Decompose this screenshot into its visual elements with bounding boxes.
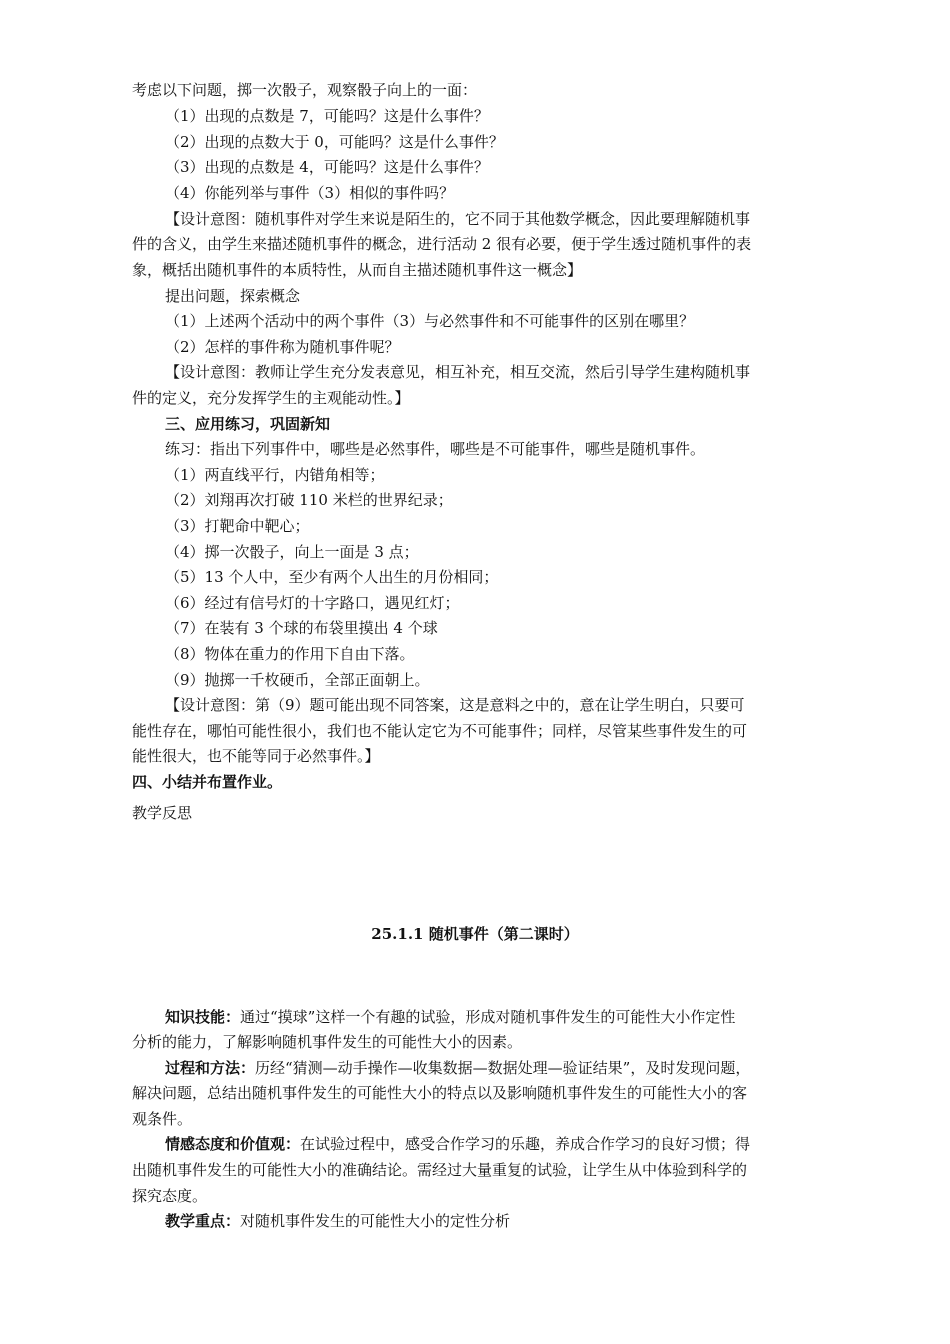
goal-knowledge-label: 知识技能： — [165, 1008, 241, 1026]
exercise-item-3: （3）打靶命中靶心； — [165, 517, 310, 535]
exercise-item-8: （8）物体在重力的作用下自由下落。 — [165, 645, 415, 663]
exercise-item-7: （7）在装有 3 个球的布袋里摸出 4 个球 — [165, 619, 438, 637]
exercise-item-9: （9）抛掷一千枚硬币，全部正面朝上。 — [165, 671, 430, 689]
explore-heading: 提出问题，探索概念 — [165, 287, 301, 305]
question-b-1: （1）上述两个活动中的两个事件（3）与必然事件和不可能事件的区别在哪里？ — [165, 312, 695, 330]
goal-emotion-line-3: 探究态度。 — [132, 1187, 208, 1205]
goal-knowledge-line-1 — [165, 1007, 735, 1027]
teaching-focus-line — [165, 1211, 510, 1231]
design-intent-2-line-1: 【设计意图：教师让学生充分发表意见，相互补充，相互交流，然后引导学生建构随机事 — [165, 363, 751, 381]
goal-process-line-3: 观条件。 — [132, 1110, 193, 1128]
goal-emotion-line-2: 出随机事件发生的可能性大小的准确结论。需经过大量重复的试验，让学生从中体验到科学的 — [132, 1161, 748, 1179]
goal-process-label: 过程和方法： — [165, 1059, 256, 1077]
design-intent-2-line-2: 件的定义，充分发挥学生的主观能动性。】 — [132, 389, 410, 407]
reflection-heading: 教学反思 — [132, 804, 193, 822]
design-intent-3-line-2: 能性存在，哪怕可能性很小，我们也不能认定它为不可能事件；同样，尽管某些事件发生的可 — [132, 722, 748, 740]
goal-process-line-2: 解决问题，总结出随机事件发生的可能性大小的特点以及影响随机事件发生的可能性大小的客 — [132, 1084, 748, 1102]
question-a-1: （1）出现的点数是 7，可能吗？这是什么事件？ — [165, 107, 489, 125]
goal-emotion-label: 情感态度和价值观： — [165, 1135, 301, 1153]
goal-process-text: 历经“猜测—动手操作—收集数据—数据处理—验证结果”，及时发现问题， — [255, 1059, 751, 1077]
question-a-2: （2）出现的点数大于 0，可能吗？这是什么事件？ — [165, 133, 504, 151]
goal-emotion-line-1 — [165, 1134, 750, 1154]
section-4-heading: 四、小结并布置作业。 — [132, 773, 283, 791]
exercise-item-4: （4）掷一次骰子，向上一面是 3 点； — [165, 543, 419, 561]
teaching-focus-label: 教学重点： — [165, 1212, 241, 1230]
goal-emotion-text: 在试验过程中，感受合作学习的乐趣，养成合作学习的良好习惯；得 — [300, 1135, 751, 1153]
exercise-item-6: （6）经过有信号灯的十字路口，遇见红灯； — [165, 594, 460, 612]
exercise-intro: 练习：指出下列事件中，哪些是必然事件，哪些是不可能事件，哪些是随机事件。 — [165, 440, 706, 458]
design-intent-1-line-2: 件的含义，由学生来描述随机事件的概念，进行活动 2 很有必要，便于学生透过随机事件的表 — [132, 235, 752, 253]
question-a-4: （4）你能列举与事件（3）相似的事件吗？ — [165, 184, 455, 202]
teaching-focus-text: 对随机事件发生的可能性大小的定性分析 — [240, 1212, 511, 1230]
design-intent-3-line-3: 能性很大，也不能等同于必然事件。】 — [132, 747, 380, 765]
goal-knowledge-text: 通过“摸球”这样一个有趣的试验，形成对随机事件发生的可能性大小作定性 — [240, 1008, 736, 1026]
intro-line: 考虑以下问题，掷一次骰子，观察骰子向上的一面： — [132, 81, 478, 99]
design-intent-1-line-3: 象，概括出随机事件的本质特性，从而自主描述随机事件这一概念】 — [132, 261, 583, 279]
goal-knowledge-line-2: 分析的能力，了解影响随机事件发生的可能性大小的因素。 — [132, 1033, 523, 1051]
exercise-item-2: （2）刘翔再次打破 110 米栏的世界纪录； — [165, 491, 453, 509]
exercise-item-1: （1）两直线平行，内错角相等； — [165, 466, 385, 484]
question-b-2: （2）怎样的事件称为随机事件呢？ — [165, 338, 400, 356]
exercise-item-5: （5）13 个人中，至少有两个人出生的月份相同； — [165, 568, 499, 586]
design-intent-1-line-1: 【设计意图：随机事件对学生来说是陌生的，它不同于其他数学概念，因此要理解随机事 — [165, 210, 751, 228]
goal-process-line-1 — [165, 1058, 750, 1078]
section-3-heading: 三、应用练习，巩固新知 — [165, 415, 331, 433]
design-intent-3-line-1: 【设计意图：第（9）题可能出现不同答案，这是意料之中的，意在让学生明白，只要可 — [165, 696, 745, 714]
lesson-title: 25.1.1 随机事件（第二课时） — [371, 925, 579, 943]
question-a-3: （3）出现的点数是 4，可能吗？这是什么事件？ — [165, 158, 489, 176]
